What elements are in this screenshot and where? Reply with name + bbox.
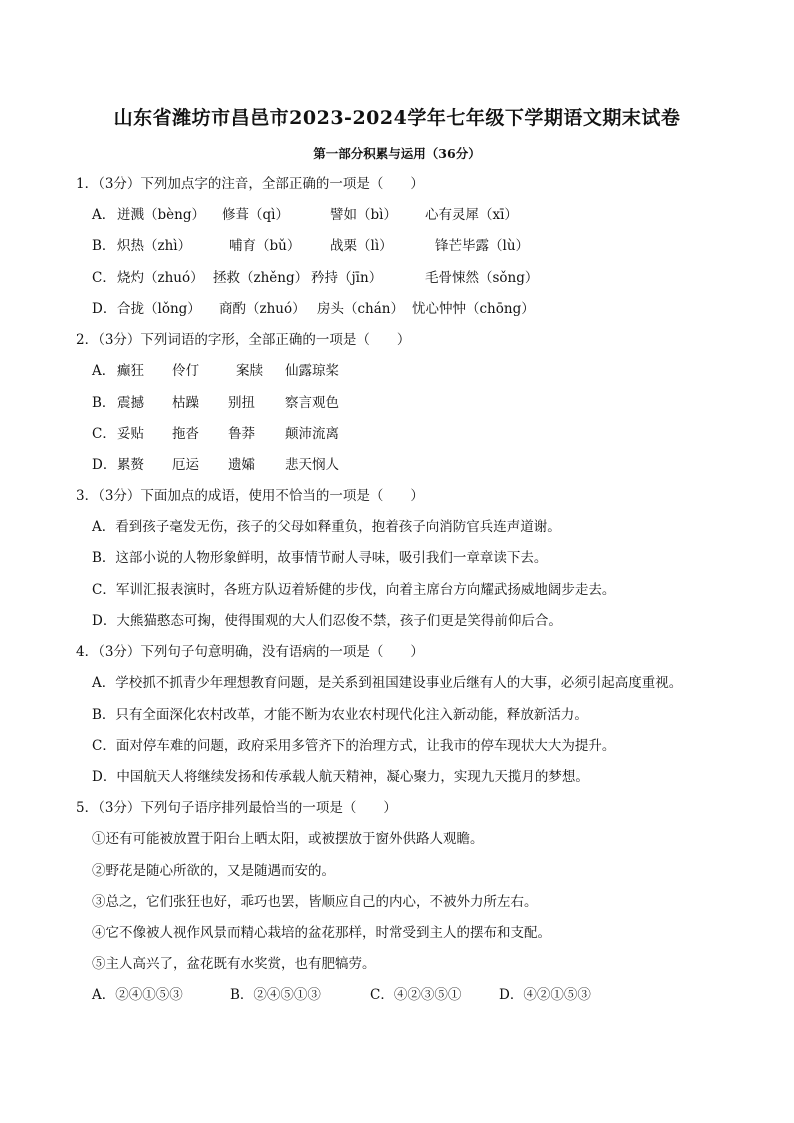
- option-item: 伶仃: [172, 363, 199, 379]
- option-text: 大熊猫憨态可掬，使得围观的大人们忍俊不禁，孩子们更是笑得前仰后合。: [116, 613, 562, 629]
- question-5-stem: 5．（3分）下列句子语序排列最恰当的一项是（ ）: [76, 800, 397, 816]
- option-label: D．: [92, 457, 117, 473]
- option-label: D．: [92, 769, 117, 785]
- question-3-option-a: [92, 518, 561, 536]
- option-item: 妥贴: [117, 426, 144, 442]
- question-2-option-d: [92, 456, 492, 474]
- option-text: 军训汇报表演时，各班方队迈着矫健的步伐，向着主席台方向耀武扬威地阔步走去。: [115, 582, 616, 598]
- option-label: D．: [92, 301, 117, 317]
- option-item: 矜持（jīn）: [311, 270, 383, 286]
- option-label: C．: [92, 426, 116, 442]
- option-label: B．: [92, 707, 116, 723]
- question-1-option-b: [92, 237, 742, 255]
- option-item: 仙露琼桨: [285, 363, 339, 379]
- option-text: 学校抓不抓青少年理想教育问题，是关系到祖国建设事业后继有人的大事，必须引起高度重视。: [115, 675, 683, 691]
- option-item: 忧心忡忡（chōng）: [412, 301, 535, 317]
- option-item: 遗孀: [228, 457, 255, 473]
- option-label: C．: [370, 987, 394, 1003]
- option-label: A．: [92, 207, 116, 223]
- question-2-option-a: [92, 362, 492, 380]
- option-item: 案牍: [236, 363, 263, 379]
- option-item: 商酌（zhuó）: [219, 301, 306, 317]
- question-3-option-d: [92, 612, 562, 630]
- question-2-option-c: [92, 425, 492, 443]
- question-5-option-c: [370, 986, 461, 1004]
- question-1-option-d: [92, 300, 742, 318]
- question-5-options: [92, 986, 652, 1004]
- question-4-option-a: [92, 674, 682, 692]
- option-item: 烧灼（zhuó）: [117, 270, 204, 286]
- option-label: A．: [92, 675, 116, 691]
- option-label: A．: [92, 519, 116, 535]
- option-text: 看到孩子毫发无伤，孩子的父母如释重负，抱着孩子向消防官兵连声道谢。: [115, 519, 561, 535]
- option-text: 这部小说的人物形象鲜明，故事情节耐人寻味，吸引我们一章章读下去。: [115, 550, 548, 566]
- sentence-3: ③总之，它们张狂也好，乖巧也罢，皆顺应自己的内心，不被外力所左右。: [92, 894, 538, 910]
- option-label: A．: [92, 987, 116, 1003]
- option-item: 悲天悯人: [285, 457, 339, 473]
- sentence-2: ②野花是随心所欲的，又是随遇而安的。: [92, 863, 335, 879]
- question-3-option-b: [92, 549, 547, 567]
- option-item: 癫狂: [117, 363, 144, 379]
- option-item: 修葺（qì）: [222, 207, 289, 223]
- option-text: ④②①⑤③: [523, 987, 591, 1003]
- option-label: B．: [230, 987, 254, 1003]
- option-item: 拖沓: [172, 426, 199, 442]
- option-text: ②④⑤①③: [253, 987, 321, 1003]
- option-item: 房头（chán）: [317, 301, 404, 317]
- question-2-stem: 2．（3分）下列词语的字形，全部正确的一项是（ ）: [76, 332, 411, 348]
- option-label: C．: [92, 582, 116, 598]
- option-item: 颠沛流离: [285, 426, 339, 442]
- section-heading: 第一部分积累与运用（36分）: [313, 146, 481, 161]
- question-4-option-d: [92, 768, 589, 786]
- question-2-option-b: [92, 394, 492, 412]
- option-text: 面对停车难的问题，政府采用多管齐下的治理方式，让我市的停车现状大大为提升。: [115, 738, 616, 754]
- sentence-5: ⑤主人高兴了，盆花既有水奖赏，也有肥犒劳。: [92, 956, 376, 972]
- option-item: 厄运: [172, 457, 199, 473]
- question-4-option-c: [92, 737, 615, 755]
- option-item: 心有灵犀（xī）: [425, 207, 518, 223]
- option-item: 哺育（bǔ）: [229, 238, 301, 254]
- option-item: 毛骨悚然（sǒng）: [425, 270, 539, 286]
- option-label: B．: [92, 395, 116, 411]
- option-item: 战栗（lì）: [330, 238, 393, 254]
- question-5-option-b: [230, 986, 321, 1004]
- option-label: B．: [92, 238, 116, 254]
- option-item: 炽热（zhì）: [117, 238, 192, 254]
- question-5-option-d: [499, 986, 591, 1004]
- sentence-4: ④它不像被人视作风景而精心栽培的盆花那样，时常受到主人的摆布和支配。: [92, 925, 551, 941]
- option-label: B．: [92, 550, 116, 566]
- option-label: D．: [92, 613, 117, 629]
- option-item: 察言观色: [285, 395, 339, 411]
- option-text: ②④①⑤③: [115, 987, 183, 1003]
- question-3-stem: 3．（3分）下面加点的成语，使用不恰当的一项是（ ）: [76, 488, 424, 504]
- question-4-option-b: [92, 706, 588, 724]
- option-item: 譬如（bì）: [330, 207, 397, 223]
- question-3-option-c: [92, 581, 615, 599]
- option-label: D．: [499, 987, 524, 1003]
- option-item: 枯躁: [172, 395, 199, 411]
- question-5-option-a: [92, 986, 183, 1004]
- question-1-option-a: [92, 206, 742, 224]
- option-label: A．: [92, 363, 116, 379]
- option-item: 鲁莽: [228, 426, 255, 442]
- option-label: C．: [92, 270, 116, 286]
- exam-title: 山东省潍坊市昌邑市2023-2024学年七年级下学期语文期末试卷: [113, 107, 681, 129]
- option-item: 震撼: [117, 395, 144, 411]
- option-text: 中国航天人将继续发扬和传承载人航天精神，凝心聚力，实现九天揽月的梦想。: [116, 769, 589, 785]
- question-4-stem: 4．（3分）下列句子句意明确，没有语病的一项是（ ）: [76, 644, 424, 660]
- question-1-stem: 1．（3分）下列加点字的注音，全部正确的一项是（ ）: [76, 176, 424, 192]
- option-item: 拯救（zhěng）: [213, 270, 309, 286]
- option-label: C．: [92, 738, 116, 754]
- option-text: 只有全面深化农村改革，才能不断为农业农村现代化注入新动能，释放新活力。: [115, 707, 588, 723]
- question-1-option-c: [92, 269, 742, 287]
- option-item: 别扭: [228, 395, 255, 411]
- option-item: 合拢（lǒng）: [117, 301, 201, 317]
- option-item: 累赘: [117, 457, 144, 473]
- option-item: 迸溅（bèng）: [117, 207, 205, 223]
- sentence-1: ①还有可能被放置于阳台上晒太阳，或被摆放于窗外供路人观瞻。: [92, 831, 484, 847]
- option-item: 锋芒毕露（lù）: [435, 238, 530, 254]
- option-text: ④②③⑤①: [393, 987, 462, 1003]
